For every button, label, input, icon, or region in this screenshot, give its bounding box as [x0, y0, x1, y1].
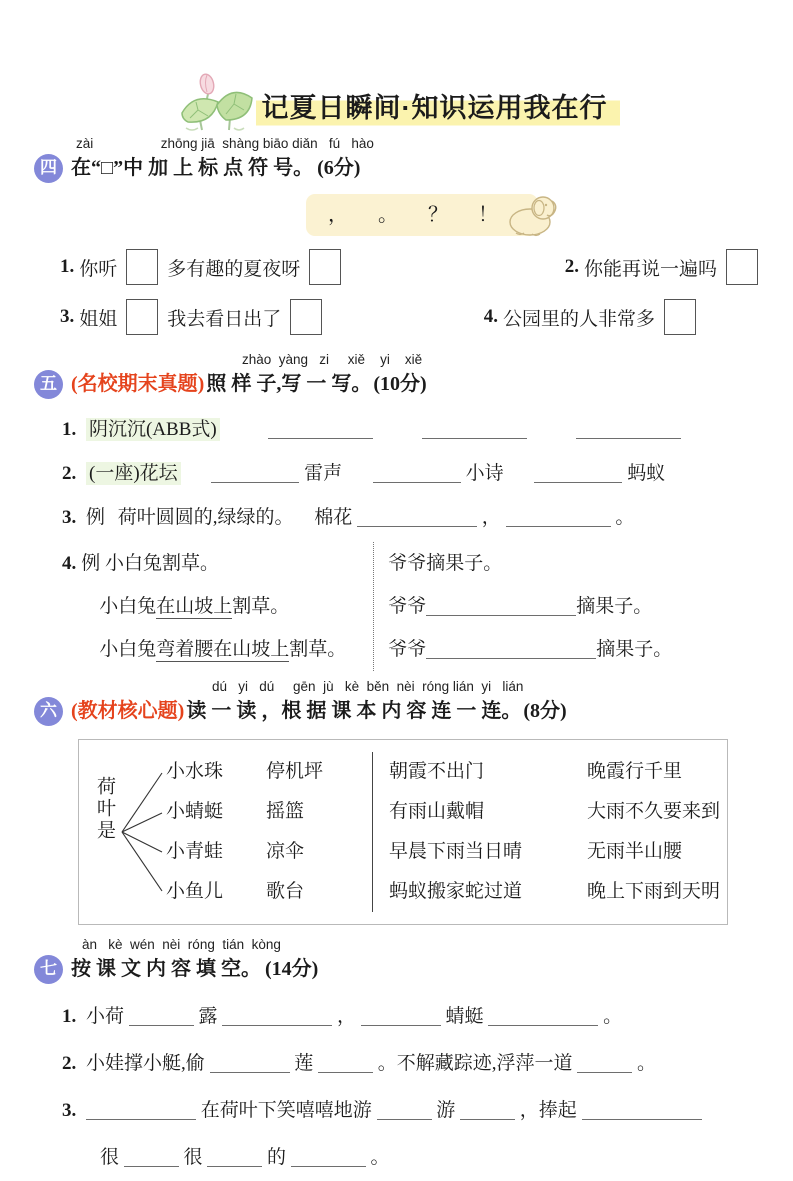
example-word: 阴沉沉(ABB式) — [86, 418, 220, 441]
question-number-badge: 六 — [34, 697, 63, 726]
item-number: 3. — [62, 1100, 77, 1121]
item-number: 1. — [60, 256, 75, 277]
item-number: 3. — [60, 306, 75, 327]
exam-source-tag: (教材核心题) — [71, 700, 185, 722]
item-text: 莲 — [294, 1053, 314, 1074]
question-item — [62, 542, 793, 671]
item-number: 3. — [62, 507, 77, 528]
question-item — [62, 452, 793, 496]
question-item — [62, 1040, 793, 1087]
match-item[interactable]: 蚂蚁搬家蛇过道 — [389, 881, 523, 902]
answer-blank[interactable] — [268, 418, 373, 439]
match-item[interactable]: 大雨不久要来到 — [587, 801, 721, 822]
item-text: 你听 — [79, 258, 118, 280]
item-text: 棉花 — [314, 507, 353, 528]
item-text: ， — [337, 1006, 357, 1027]
match-item[interactable]: 晚霞行千里 — [587, 761, 683, 782]
answer-blank[interactable] — [211, 462, 299, 483]
score-label: (8分) — [523, 700, 567, 722]
question-item — [62, 408, 793, 452]
q4-items — [60, 242, 793, 342]
item-text: 小诗 — [465, 463, 504, 484]
lotus-illustration — [174, 72, 260, 134]
answer-blank[interactable] — [576, 418, 681, 439]
underlined-phrase: 弯着腰在山坡上 — [156, 639, 290, 660]
match-item[interactable]: 小蜻蜓 — [166, 801, 224, 822]
item-text: 公园里的人非常多 — [502, 308, 655, 330]
score-label: (14分) — [265, 958, 319, 980]
item-number: 2. — [564, 256, 579, 277]
item-text: 多有趣的夏夜呀 — [167, 258, 301, 280]
answer-blank[interactable] — [534, 462, 622, 483]
match-item[interactable]: 朝霞不出门 — [389, 761, 485, 782]
exam-source-tag: (名校期末真题) — [71, 373, 205, 395]
answer-blank[interactable] — [577, 1052, 632, 1073]
answer-blank[interactable] — [377, 1099, 432, 1120]
question-heading: 照 样 子,写 一 写。 — [206, 373, 372, 395]
match-column-proverb-first — [389, 752, 587, 912]
answer-column — [373, 542, 672, 671]
question-item — [60, 299, 331, 335]
question-mark: ？ — [428, 204, 448, 226]
item-number: 1. — [62, 419, 77, 440]
question-heading: 按 课 文 内 容 填 空。 — [71, 958, 261, 980]
match-column-proverb-second — [587, 752, 721, 912]
question-number-badge: 四 — [34, 154, 63, 183]
item-text: 蚂蚁 — [627, 463, 666, 484]
question-item — [60, 249, 350, 285]
answer-blank[interactable] — [426, 638, 596, 659]
example-sentence: 例 小白兔割草。 — [81, 553, 220, 574]
item-text: ，捧起 — [519, 1100, 577, 1121]
item-number: 4. — [62, 553, 77, 574]
pinyin-guide: dú yi dú gēn jù kè běn nèi róng lián yi lián — [212, 679, 524, 694]
punctuation-answer-box[interactable] — [126, 249, 158, 285]
pinyin-guide: zhào yàng zi xiě yi xiě — [242, 352, 423, 367]
punctuation-answer-box[interactable] — [290, 299, 322, 335]
answer-blank[interactable] — [86, 1099, 196, 1120]
page-title: 记夏日瞬间·知识运用我在行 — [256, 84, 620, 128]
item-text: 游 — [436, 1100, 456, 1121]
question-heading: 在“□”中 加 上 标 点 符 号。 — [71, 157, 314, 179]
section-q5 — [34, 352, 793, 671]
item-text: 很 — [100, 1147, 120, 1168]
item-text: 爷爷 — [388, 596, 427, 617]
answer-blank[interactable] — [222, 1005, 332, 1026]
example-sentence: 荷叶圆圆的,绿绿的。 — [117, 507, 294, 528]
item-text: 蜻蜓 — [445, 1006, 484, 1027]
item-text: 在荷叶下笑嘻嘻地游 — [200, 1100, 372, 1121]
underlined-phrase: 在山坡上 — [156, 596, 233, 617]
match-item[interactable]: 凉伞 — [266, 841, 305, 862]
item-text: 的 — [267, 1147, 287, 1168]
question-item — [62, 993, 793, 1040]
match-column-subjects — [166, 752, 266, 912]
example-sentence: 割草。 — [289, 639, 347, 660]
match-item[interactable]: 小水珠 — [166, 761, 224, 782]
pinyin-guide: àn kè wén nèi róng tián kòng — [82, 937, 281, 952]
column-divider — [372, 752, 373, 912]
question-item — [62, 496, 793, 540]
score-label: (6分) — [317, 157, 361, 179]
item-text: 摘果子。 — [576, 596, 653, 617]
question-item-continued — [100, 1134, 793, 1181]
answer-blank[interactable] — [291, 1146, 366, 1167]
item-text: 姐姐 — [79, 308, 118, 330]
item-text: 很 — [183, 1147, 203, 1168]
exclamation-mark: ！ — [478, 204, 498, 226]
period-mark: 。 — [378, 204, 398, 226]
punctuation-answer-box[interactable] — [126, 299, 158, 335]
item-number: 4. — [483, 306, 498, 327]
item-number: 2. — [62, 463, 77, 484]
title-bar — [0, 0, 793, 128]
answer-blank[interactable] — [506, 506, 611, 527]
comma-mark: ， — [328, 204, 348, 226]
match-item[interactable]: 有雨山戴帽 — [389, 801, 485, 822]
punctuation-answer-box[interactable] — [309, 249, 341, 285]
item-text: 你能再说一遍吗 — [583, 258, 717, 280]
item-text: ， — [481, 507, 501, 528]
example-label: 例 — [86, 507, 106, 528]
connector-lines — [120, 753, 164, 911]
punctuation-answer-box[interactable] — [664, 299, 696, 335]
answer-blank[interactable] — [357, 506, 477, 527]
item-text: 摘果子。 — [596, 639, 673, 660]
question-number-badge: 七 — [34, 955, 63, 984]
item-text: 爷爷摘果子。 — [388, 553, 503, 574]
example-column — [81, 542, 373, 671]
match-item[interactable]: 早晨下雨当日晴 — [389, 841, 523, 862]
example-word: (一座)花坛 — [86, 462, 181, 485]
answer-blank[interactable] — [124, 1146, 179, 1167]
matching-exercise-box — [78, 739, 728, 925]
item-text: 小娃撑小艇,偷 — [86, 1053, 205, 1074]
question-item — [484, 299, 705, 335]
match-item[interactable]: 摇篮 — [266, 801, 305, 822]
question-heading: 读 一 读 ，根 据 课 本 内 容 连 一 连。 — [186, 700, 522, 722]
item-text: 雷声 — [304, 463, 343, 484]
pinyin-guide: zài zhōng jiā shàng biāo diǎn fú hào — [76, 136, 374, 151]
item-text: 小荷 — [86, 1006, 125, 1027]
answer-blank[interactable] — [129, 1005, 194, 1026]
match-item[interactable]: 小鱼儿 — [166, 881, 224, 902]
question-item — [565, 249, 767, 285]
answer-blank[interactable] — [373, 462, 461, 483]
example-sentence: 小白兔 — [99, 639, 157, 660]
item-text: 。 — [615, 507, 635, 528]
match-item[interactable]: 晚上下雨到天明 — [587, 881, 721, 902]
item-number: 1. — [62, 1006, 77, 1027]
section-q4 — [34, 136, 793, 342]
answer-blank[interactable] — [582, 1099, 702, 1120]
match-stem: 荷叶是 — [94, 776, 115, 842]
match-item[interactable]: 停机坪 — [266, 761, 324, 782]
punctuation-reference-strip — [306, 194, 538, 236]
example-sentence: 割草。 — [232, 596, 290, 617]
match-item[interactable]: 小青蛙 — [166, 841, 224, 862]
item-text: 爷爷 — [388, 639, 427, 660]
answer-blank[interactable] — [318, 1052, 373, 1073]
item-text: 。 — [603, 1006, 623, 1027]
answer-blank[interactable] — [361, 1005, 441, 1026]
question-item — [62, 1087, 793, 1134]
item-text: 。 — [637, 1053, 657, 1074]
answer-blank[interactable] — [210, 1052, 290, 1073]
item-text: 我去看日出了 — [167, 308, 282, 330]
punctuation-answer-box[interactable] — [726, 249, 758, 285]
answer-blank[interactable] — [426, 595, 576, 616]
match-item[interactable]: 无雨半山腰 — [587, 841, 683, 862]
answer-blank[interactable] — [488, 1005, 598, 1026]
score-label: (10分) — [373, 373, 427, 395]
example-sentence: 小白兔 — [99, 596, 157, 617]
item-text: 露 — [198, 1006, 218, 1027]
question-number-badge: 五 — [34, 370, 63, 399]
item-text: 。 — [370, 1147, 390, 1168]
elephant-icon — [506, 192, 558, 238]
answer-blank[interactable] — [207, 1146, 262, 1167]
match-item[interactable]: 歌台 — [266, 881, 305, 902]
answer-blank[interactable] — [422, 418, 527, 439]
item-text: 。不解藏踪迹,浮萍一道 — [377, 1053, 573, 1074]
section-q7 — [34, 937, 793, 1181]
section-q6 — [34, 679, 793, 925]
item-number: 2. — [62, 1053, 77, 1074]
match-column-metaphors — [266, 752, 372, 912]
answer-blank[interactable] — [460, 1099, 515, 1120]
